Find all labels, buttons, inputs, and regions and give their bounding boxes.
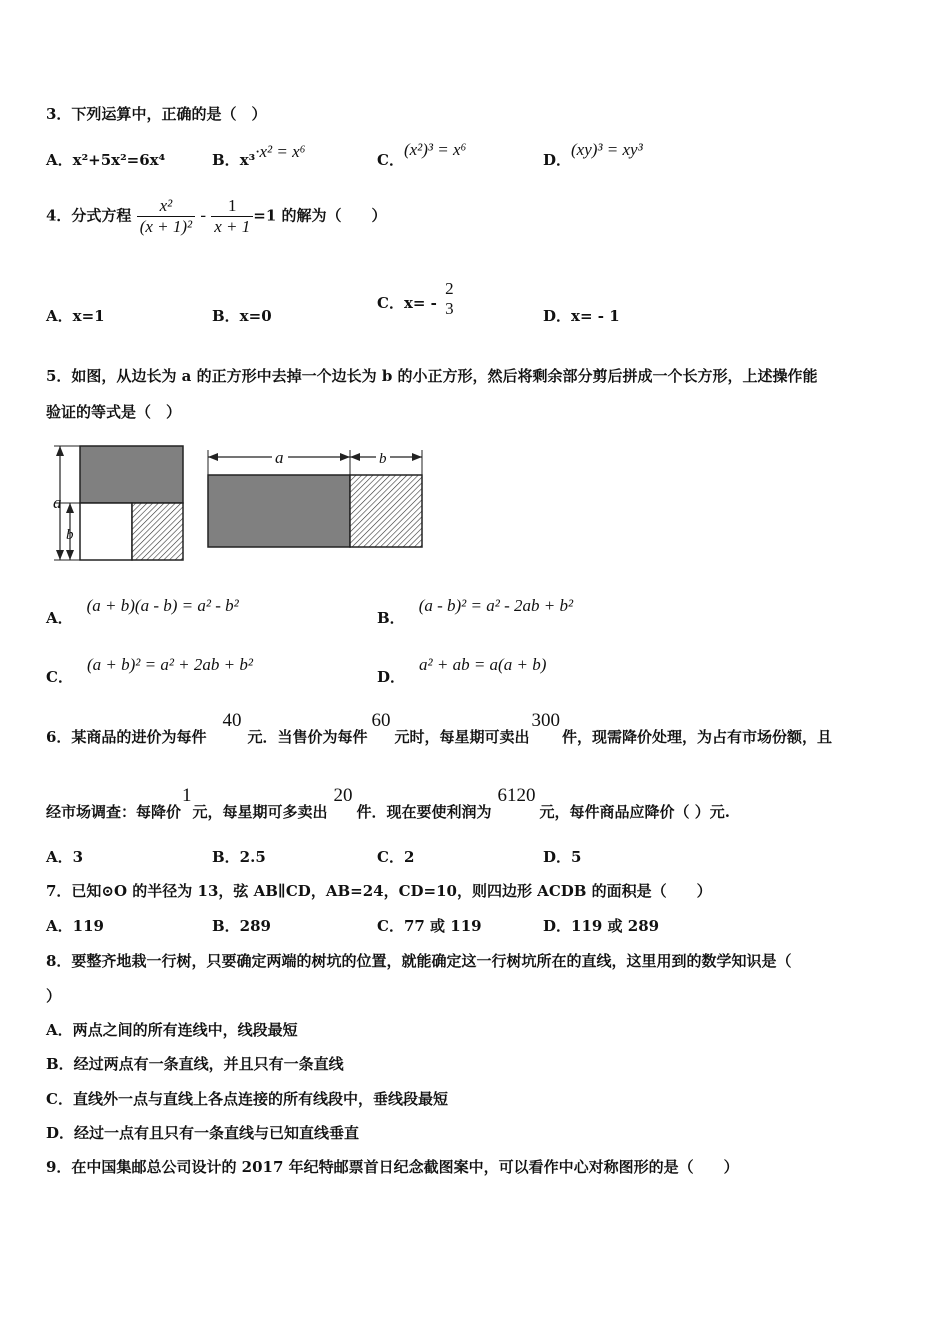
q7-stem: 7．已知⊙O 的半径为 13，弦 AB∥CD，AB=24，CD=10，则四边形 ACDB 的面积是（ ） bbox=[46, 882, 712, 900]
q6-t8: 元，每件商品应降价（ ）元. bbox=[539, 803, 730, 821]
q3-option-a bbox=[46, 149, 165, 170]
q3-stem: 3．下列运算中，正确的是（ ） bbox=[46, 105, 267, 123]
q6-option-c: C．2 bbox=[377, 848, 415, 866]
q4-option-a: A．x=1 bbox=[46, 307, 105, 325]
q6-t1: 6．某商品的进价为每件 bbox=[46, 728, 207, 746]
q4-fraction-2 bbox=[211, 196, 253, 237]
q8-option-d: D．经过一点有且只有一条直线与已知直线垂直 bbox=[46, 1124, 360, 1142]
q5-stem-line2: 验证的等式是（ ） bbox=[46, 403, 182, 421]
q6-line1 bbox=[46, 710, 832, 746]
q7-option-a: A．119 bbox=[46, 917, 104, 935]
q4-c-fraction bbox=[442, 279, 457, 319]
q3-d-expr: (xy)³ = xy³ bbox=[571, 140, 643, 159]
q4-fraction-1 bbox=[137, 196, 195, 237]
q4-frac2-den: x + 1 bbox=[214, 217, 251, 236]
q6-t6: 元，每星期可多卖出 bbox=[192, 803, 328, 821]
q6-value-60: 60 bbox=[371, 710, 391, 731]
q4-option-d: D．x= - 1 bbox=[543, 307, 620, 325]
q5-stem-line1: 5．如图，从边长为 a 的正方形中去掉一个边长为 b 的小正方形，然后将剩余部分剪后拼成一个长方形，上述操作能 bbox=[46, 367, 818, 385]
q6-t2: 元．当售价为每件 bbox=[247, 728, 368, 746]
figure-label-b-left: b bbox=[66, 527, 74, 543]
q3-a-text: x²+5x²=6x⁴ bbox=[72, 151, 166, 169]
q3-d-label: D． bbox=[543, 151, 572, 169]
q5-d-expr: a² + ab = a(a + b) bbox=[419, 655, 547, 674]
figure-label-a-left: a bbox=[53, 493, 62, 512]
q6-t4: 件，现需降价处理，为占有市场份额，且 bbox=[561, 728, 832, 746]
q4-stem-lead: 4．分式方程 bbox=[46, 206, 132, 225]
q5-option-a bbox=[46, 595, 239, 627]
q4-option-c bbox=[377, 279, 457, 319]
q3-option-b bbox=[212, 141, 306, 169]
q6-value-1: 1 bbox=[182, 785, 192, 806]
q4-minus: - bbox=[200, 205, 207, 225]
q5-option-b bbox=[377, 595, 574, 627]
q4-c-num: 2 bbox=[445, 279, 454, 298]
q3-b-label: B． bbox=[212, 151, 240, 169]
q6-option-d: D．5 bbox=[543, 848, 582, 866]
figure-label-b-top: b bbox=[379, 451, 387, 467]
q8-option-a: A．两点之间的所有连线中，线段最短 bbox=[46, 1021, 298, 1039]
q7-option-b: B．289 bbox=[212, 917, 271, 935]
q3-option-c bbox=[377, 139, 467, 169]
q3-c-expr: (x²)³ = x⁶ bbox=[403, 140, 467, 159]
q6-t7: 件．现在要使利润为 bbox=[356, 803, 492, 821]
q4-stem-tail: =1 的解为（ ） bbox=[253, 206, 387, 225]
q5-a-label: A． bbox=[46, 609, 73, 627]
q5-option-d bbox=[377, 654, 547, 686]
q5-c-label: C． bbox=[46, 668, 73, 686]
q8-stem-line2: ） bbox=[46, 987, 62, 1005]
q5-a-expr: (a + b)(a - b) = a² - b² bbox=[86, 596, 239, 615]
q5-c-expr: (a + b)² = a² + 2ab + b² bbox=[86, 655, 253, 674]
q6-t5: 经市场调查：每降价 bbox=[46, 803, 182, 821]
q6-line2 bbox=[46, 785, 730, 821]
q7-option-c: C．77 或 119 bbox=[377, 917, 482, 935]
q5-figure bbox=[40, 440, 440, 570]
q4-frac2-num: 1 bbox=[211, 196, 253, 217]
q4-stem bbox=[46, 196, 387, 237]
q6-value-20: 20 bbox=[333, 785, 353, 806]
q5-option-c bbox=[46, 654, 253, 686]
q8-option-b: B．经过两点有一条直线，并且只有一条直线 bbox=[46, 1055, 344, 1073]
q6-t3: 元时，每星期可卖出 bbox=[394, 728, 530, 746]
q3-c-label: C． bbox=[377, 151, 404, 169]
q5-b-expr: (a - b)² = a² - 2ab + b² bbox=[418, 596, 574, 615]
q5-d-label: D． bbox=[377, 668, 406, 686]
q3-a-label: A． bbox=[46, 151, 73, 169]
q3-b-lead: x³ bbox=[239, 151, 256, 169]
q4-option-b: B．x=0 bbox=[212, 307, 272, 325]
q4-frac1-den: (x + 1)² bbox=[139, 217, 193, 236]
q4-c-den: 3 bbox=[445, 299, 454, 318]
figure-rectangle bbox=[208, 448, 422, 547]
q4-frac1-num: x² bbox=[137, 196, 195, 217]
figure-label-a-top: a bbox=[275, 448, 284, 467]
q9-stem: 9．在中国集邮总公司设计的 2017 年纪特邮票首日纪念截图案中，可以看作中心对称图形的是（ ） bbox=[46, 1158, 739, 1176]
q3-b-expr: ·x² = x⁶ bbox=[255, 142, 306, 161]
q6-value-40: 40 bbox=[222, 710, 242, 731]
q6-value-6120: 6120 bbox=[497, 785, 536, 806]
q6-option-b: B．2.5 bbox=[212, 848, 266, 866]
q6-value-300: 300 bbox=[531, 710, 560, 731]
figure-square-with-cutout bbox=[53, 446, 183, 560]
q6-option-a: A．3 bbox=[46, 848, 84, 866]
q7-option-d: D．119 或 289 bbox=[543, 917, 660, 935]
q8-stem-line1: 8．要整齐地栽一行树，只要确定两端的树坑的位置，就能确定这一行树坑所在的直线，这里用到的数学知识是（ bbox=[46, 952, 792, 970]
q4-c-label: C．x= - bbox=[377, 294, 437, 312]
q3-option-d bbox=[543, 139, 643, 169]
q5-b-label: B． bbox=[377, 609, 405, 627]
q8-option-c: C．直线外一点与直线上各点连接的所有线段中，垂线段最短 bbox=[46, 1090, 448, 1108]
